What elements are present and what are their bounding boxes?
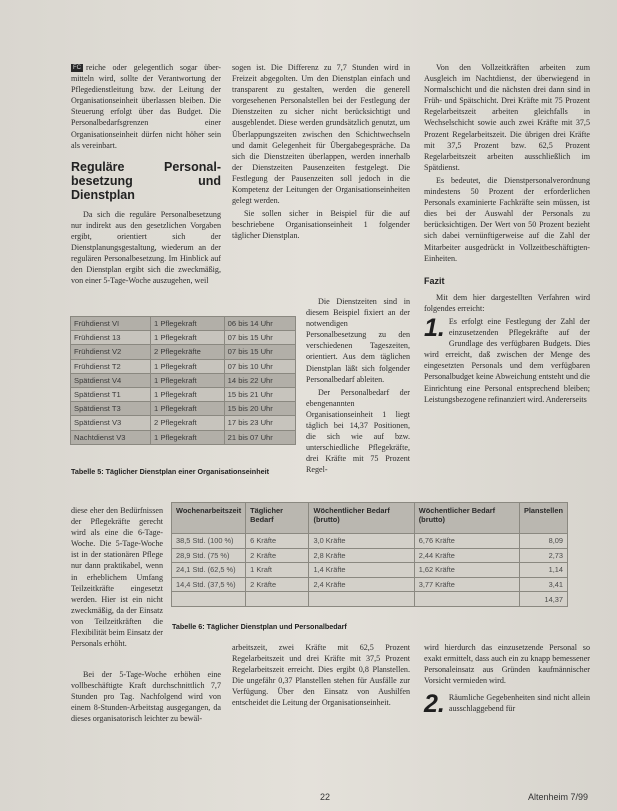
paragraph: Bei der 5-Tage-Woche erhöhen eine vollbeschäftigte Kraft durchschnittlich 7,7 Stunden pro Tag. Nachfolgend wird von einem 8-Stunden-Arbeitstag ausgegangen, da dieses organisatorisch leichter zu bewäl-	[71, 670, 221, 724]
table-row	[71, 387, 296, 401]
table-cell: 1 Kraft	[246, 563, 309, 578]
column-2-narrow	[306, 296, 410, 476]
column-1-bottom-2	[71, 669, 221, 724]
paragraph	[71, 62, 221, 151]
table-cell: Frühdienst T2	[71, 359, 151, 373]
paragraph-text: reiche oder gelegentlich sogar über-mitteln wird, sollte der Verantwortung der Pflegedienstleitung bzw. der Leitung der Organisationseinheit überlassen bleiben. Die Steuerung erfolgt über das Budget. Die Personalbedarfsgrenzen einer Organisationseinheit dürfen nicht höher sein als vereinbart.	[71, 63, 221, 150]
table-cell: 07 bis 10 Uhr	[224, 359, 295, 373]
table-cell: Spätdienst V3	[71, 416, 151, 430]
point-number: 1.	[424, 313, 445, 342]
table-cell: 2 Pflegekraft	[151, 416, 225, 430]
table-cell: 2 Kräfte	[246, 577, 309, 592]
fazit-heading: Fazit	[424, 275, 445, 286]
table-cell: Frühdienst VI	[71, 317, 151, 331]
table-cell: 2,73	[519, 548, 567, 563]
table-cell: Nachtdienst V3	[71, 430, 151, 444]
table-cell: 14,4 Std. (37,5 %)	[172, 577, 246, 592]
table-cell: 3,77 Kräfte	[414, 577, 519, 592]
column-3-bottom	[424, 642, 590, 719]
table-header-cell: Planstellen	[519, 503, 567, 534]
paragraph: Es bedeutet, die Dienstpersonalverordnung mindestens 50 Prozent der erforderlichen Personals examinierte Fachkräfte sein müssen, ist dies bei der Auswahl der Personals zu berücksichtigen. Der Wert von 50 Prozent bezieht sich dabei vernünftigerweise auf die Zahl der Mitarbeiter ausgedrückt in Vollzeitbeschäftigten-Einheiten.	[424, 175, 590, 263]
table-cell	[246, 592, 309, 607]
table-duty-roster	[70, 316, 296, 445]
table-cell: Frühdienst V2	[71, 345, 151, 359]
column-1-bottom	[71, 505, 163, 649]
paragraph: arbeitszeit, zwei Kräfte mit 62,5 Prozent Regelarbeitszeit und drei Kräfte mit 37,5 Prozent Regelarbeitszeit erreicht. Dies ergibt 0,8 Planstellen. Die ungefähr 0,37 Planstellen stehen für Ausfälle zur Verfügung. Über den Einsatz von Aushilfen entscheidet die Leitung der Organisationseinheit.	[232, 643, 410, 708]
table-header-row	[172, 503, 568, 534]
table-row	[172, 548, 568, 563]
column-2-bottom	[232, 642, 410, 709]
point-number: 2.	[424, 690, 445, 719]
table-cell: 1 Pflegekraft	[151, 430, 225, 444]
table-cell: 2,8 Kräfte	[309, 548, 414, 563]
table-cell: 07 bis 15 Uhr	[224, 345, 295, 359]
table-cell: 2 Pflegekräfte	[151, 345, 225, 359]
table-cell: 6 Kräfte	[246, 534, 309, 549]
paragraph: Der Personalbedarf der ebengenannten Organisationseinheit 1 liegt täglich bei 14,37 Positionen, die sich wie auf bzw. unterschiedliche Pflegekräfte, drei Kräfte mit 75 Prozent Regel-	[306, 387, 410, 475]
magazine-issue: Altenheim 7/99	[528, 792, 589, 802]
table-cell: 15 bis 20 Uhr	[224, 402, 295, 416]
column-1-top	[71, 62, 221, 286]
table-cell: 15 bis 21 Uhr	[224, 387, 295, 401]
table-cell: 1 Pflegekraft	[151, 387, 225, 401]
table-row	[71, 402, 296, 416]
table-cell: 38,5 Std. (100 %)	[172, 534, 246, 549]
column-3-top	[424, 62, 590, 405]
table-cell: 3,41	[519, 577, 567, 592]
numbered-point	[424, 690, 590, 719]
paragraph: Sie sollen sicher in Beispiel für die auf beschriebene Organisationseinheit 1 folgender täglicher Dienstplan.	[232, 209, 410, 241]
table-cell: 2,4 Kräfte	[309, 577, 414, 592]
table-cell: 24,1 Std. (62,5 %)	[172, 563, 246, 578]
point-text: Es erfolgt eine Festlegung der Zahl der einzusetzenden Pflegekräfte auf der Grundlage des verfügbaren Budgets. Dies wird erreicht, daß zwischen der Menge des eingesetzten Personals und dem verfügbaren Personalbudget keine Abweichung entsteht und die Einrichtung eine Personal entsprechend bleiben; Leistungsbezogene refinanziert wird. Andererseits	[424, 316, 590, 404]
column-2-top	[232, 62, 410, 242]
paragraph: wird hierdurch das einzusetzende Personal so exakt ermittelt, dass auch ein zu knapp bemessener Personaleinsatz aus Gründen kaufmännischer Vorsicht vermieden wird.	[424, 643, 590, 686]
table-header-cell: Wochenarbeitszeit	[172, 503, 246, 534]
table-staff-requirement	[171, 502, 568, 607]
paragraph: Mit dem hier dargestellten Verfahren wird folgendes erreicht:	[424, 292, 590, 313]
section-marker: FC	[73, 65, 81, 72]
table-cell: 1,14	[519, 563, 567, 578]
table-cell: 07 bis 15 Uhr	[224, 331, 295, 345]
table-cell: 1 Pflegekraft	[151, 331, 225, 345]
table-cell: 14 bis 22 Uhr	[224, 373, 295, 387]
paragraph: sogen ist. Die Differenz zu 7,7 Stunden wird in Freizeit abgegolten. Um den Dienstplan einfach und transparent zu gestalten, werden die generell vorgesehenen Personalstellen bei der Festlegung der Dienstzeiten zu sicher nicht berücksichtigt und ausgeblendet. Diese werden grundsätzlich genutzt, um Überlappungszeiten zwischen den Schichtwechseln und damit Gelegenheit für Übergabegespräche. Da sich die Dienstzeiten überlappen, werden innerhalb der Dienstzeiten Pausenzeiten festgelegt. Die Festlegung der Pausenzeiten soll jedoch in die Kompetenz der Leitungen der Organisationseinheiten gelegt werden.	[232, 63, 410, 206]
table-5-caption: Tabelle 5: Täglicher Dienstplan einer Organisationseinheit	[71, 467, 269, 476]
table-cell: 1 Pflegekraft	[151, 317, 225, 331]
paragraph: Von den Vollzeitkräften arbeiten zum Ausgleich im Nachtdienst, der überwiegend in Normalschicht und die nächsten drei dann sind in Früh- und Spätschicht. Drei Kräfte mit 75 Prozent Regelarbeitszeit arbeiten gleichfalls in Wechselschicht sowie auch zwei Kräfte mit 37,5 Prozent Regelarbeitszeit. Die übrigen drei Kräfte mit 37,5 Prozent bzw. 62,5 Prozent Regelarbeitszeit arbeiten ausschließlich im Spätdienst.	[424, 63, 590, 172]
table-header-cell: Wöchentlicher Bedarf (brutto)	[414, 503, 519, 534]
table-cell: 8,09	[519, 534, 567, 549]
paragraph: Da sich die reguläre Personalbesetzung nur indirekt aus den gesetzlichen Vorgaben ergibt, orientiert sich der Dienstplanungsgestaltung, wiederum an der regulären Personalbesetzung. Im Hinblick auf den Dienstplan ergibt sich die zweckmäßig, von einer 5-Tage-Woche auszugehen, weil	[71, 209, 221, 286]
table-row	[172, 534, 568, 549]
table-cell	[172, 592, 246, 607]
table-cell: Spätdienst T1	[71, 387, 151, 401]
table-cell: 1 Pflegekraft	[151, 402, 225, 416]
table-cell: 1,4 Kräfte	[309, 563, 414, 578]
table-row	[71, 359, 296, 373]
section-heading: Reguläre Personal-besetzung und Dienstplan	[71, 159, 221, 202]
table-cell: 6,76 Kräfte	[414, 534, 519, 549]
table-cell	[414, 592, 519, 607]
paragraph: Die Dienstzeiten sind in diesem Beispiel fixiert an der notwendigen Personalbesetzung zu den verschiedenen Tageszeiten, orientiert. Aus dem täglichen Dienstplan läßt sich folgender Personalbedarf ableiten.	[306, 297, 410, 384]
numbered-point	[424, 313, 590, 405]
table-row	[71, 416, 296, 430]
table-row	[71, 317, 296, 331]
table-cell: 28,9 Std. (75 %)	[172, 548, 246, 563]
table-cell: 2,44 Kräfte	[414, 548, 519, 563]
table-cell: 17 bis 23 Uhr	[224, 416, 295, 430]
page-number: 22	[320, 792, 331, 802]
table-cell: 1,62 Kräfte	[414, 563, 519, 578]
table-cell: 3,0 Kräfte	[309, 534, 414, 549]
table-cell: Spätdienst V4	[71, 373, 151, 387]
table-cell: 06 bis 14 Uhr	[224, 317, 295, 331]
table-cell: Spätdienst T3	[71, 402, 151, 416]
table-row	[71, 430, 296, 444]
table-cell: 14,37	[519, 592, 567, 607]
table-cell: Frühdienst 13	[71, 331, 151, 345]
table-row	[71, 331, 296, 345]
table-row	[71, 373, 296, 387]
table-cell: 2 Kräfte	[246, 548, 309, 563]
table-header-cell: Täglicher Bedarf	[246, 503, 309, 534]
table-cell: 21 bis 07 Uhr	[224, 430, 295, 444]
table-cell: 1 Pflegekraft	[151, 359, 225, 373]
paragraph: diese eher den Bedürfnissen der Pflegekräfte gerecht wird als eine die 6-Tage-Woche. Die 5-Tage-Woche ist in der stationären Pflege nur dann praktikabel, wenn in erheblichem Umfang Teilzeitkräfte eingesetzt werden. Hier ist ein nicht zweckmäßig, da der Einsatz von Teilzeitkräften die Flexibilität beim Einsatz der Personals erhöht.	[71, 506, 163, 649]
table-row	[172, 577, 568, 592]
table-header-cell: Wöchentlicher Bedarf (brutto)	[309, 503, 414, 534]
table-cell: 1 Pflegekraft	[151, 373, 225, 387]
table-row	[172, 563, 568, 578]
table-6-caption: Tabelle 6: Täglicher Dienstplan und Personalbedarf	[172, 622, 347, 631]
point-text: Räumliche Gegebenheiten sind nicht allein ausschlaggebend für	[448, 693, 590, 714]
table-cell	[309, 592, 414, 607]
table-row	[71, 345, 296, 359]
table-row	[172, 592, 568, 607]
